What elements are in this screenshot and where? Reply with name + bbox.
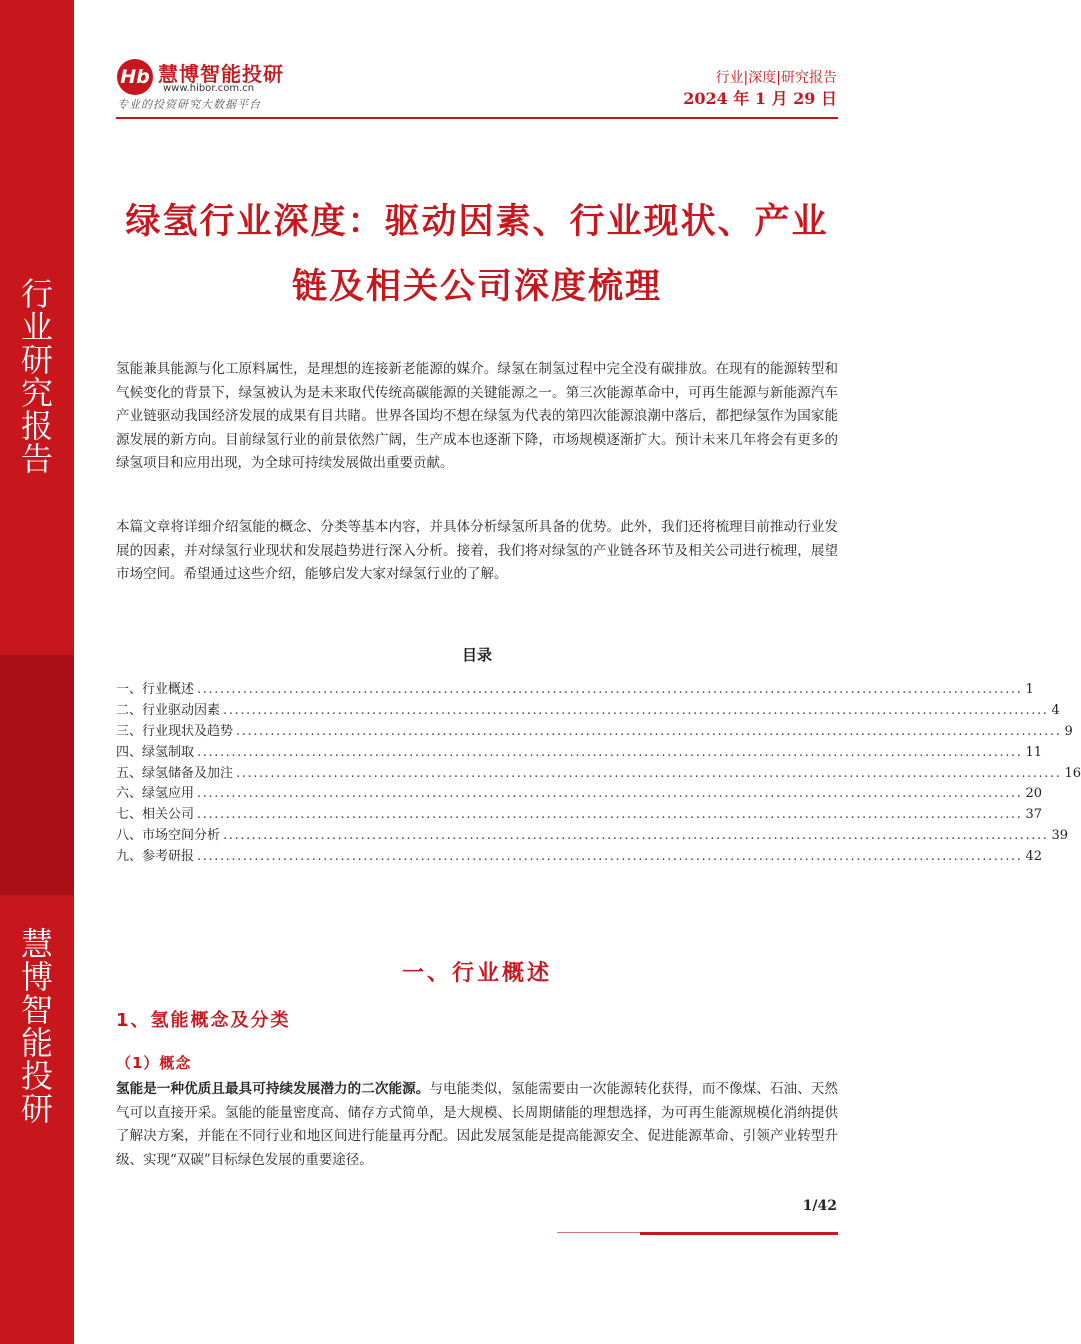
title-line-1: 绿氢行业深度：驱动因素、行业现状、产业 xyxy=(125,202,829,242)
toc-item-label: 八、市场空间分析 xyxy=(116,828,221,844)
toc-leader: ................................................................................................................................................ xyxy=(197,807,1023,823)
intro-paragraph-1: 氢能兼具能源与化工原料属性，是理想的连接新老能源的媒介。绿氢在制氢过程中完全没有碳排放。在现有的能源转型和气候变化的背景下，绿氢被认为是未来取代传统高碳能源的关键能源之一。第三次能源革命中，可再生能源与新能源汽车产业链驱动我国经济发展的成果有目共睹。世界各国均不想在绿氢为代表的第四次能源浪潮中落后，都把绿氢作为国家能源发展的新方向。目前绿氢行业的前景依然广阔，生产成本也逐渐下降，市场规模逐渐扩大。预计未来几年将会有更多的绿氢项目和应用出现，为全球可持续发展做出重要贡献。 xyxy=(116,361,838,471)
section-heading: 一、行业概述 xyxy=(401,961,552,986)
footer-rule-thick xyxy=(640,1232,838,1235)
toc-item-label: 六、绿氢应用 xyxy=(116,786,195,802)
sidebar-band xyxy=(0,655,74,895)
logo-url: www.hibor.com.cn xyxy=(163,83,255,94)
toc-leader: ................................................................................................................................................ xyxy=(223,828,1049,844)
sidebar-brand: 慧博智能投研 xyxy=(20,925,53,1128)
logo-badge-icon: Hb xyxy=(117,59,153,95)
sub-subsection-heading: （1）概念 xyxy=(116,1054,192,1072)
toc-item-label: 七、相关公司 xyxy=(116,807,195,823)
toc-item[interactable] xyxy=(116,824,1069,845)
sidebar-report-type: 行业研究报告 xyxy=(20,275,53,478)
title-line-2: 链及相关公司深度梳理 xyxy=(291,267,662,307)
logo xyxy=(117,57,317,111)
toc-item-label: 五、绿氢储备及加注 xyxy=(116,765,234,781)
toc-item[interactable] xyxy=(116,803,1043,824)
header-divider xyxy=(116,117,838,119)
toc-title: 目录 xyxy=(461,646,492,664)
report-date: 2024 年 1 月 29 日 xyxy=(683,89,837,108)
toc-item-label: 一、行业概述 xyxy=(116,682,195,697)
toc-item[interactable] xyxy=(116,741,1043,762)
report-category: 行业|深度|研究报告 xyxy=(715,70,837,86)
header-meta xyxy=(683,68,837,110)
toc-item[interactable] xyxy=(116,720,1073,741)
logo-tagline: 专业的投资研究大数据平台 xyxy=(117,98,261,111)
toc-leader: ................................................................................................................................................ xyxy=(197,744,1023,760)
toc-item-page: 11 xyxy=(1025,744,1043,760)
toc-leader: ................................................................................................................................................ xyxy=(197,682,1023,697)
toc-item[interactable] xyxy=(116,678,1034,699)
toc-leader: ................................................................................................................................................ xyxy=(236,765,1062,781)
report-title xyxy=(116,190,838,320)
toc-item-page: 1 xyxy=(1025,682,1034,697)
toc-item[interactable] xyxy=(116,699,1060,720)
toc-leader: ................................................................................................................................................ xyxy=(197,786,1023,802)
intro-paragraph-2: 本篇文章将详细介绍氢能的概念、分类等基本内容，并具体分析绿氢所具备的优势。此外，我们还将梳理目前推动行业发展的因素，并对绿氢行业现状和发展趋势进行深入分析。接着，我们将对绿氢的产业链各环节及相关公司进行梳理，展望市场空间。希望通过这些介绍，能够启发大家对绿氢行业的了解。 xyxy=(116,519,838,582)
toc-leader: ................................................................................................................................................ xyxy=(236,723,1062,739)
toc-item-page: 4 xyxy=(1051,702,1060,718)
toc-item-page: 16 xyxy=(1064,765,1081,781)
concept-lead-sentence: 氢能是一种优质且最具可持续发展潜力的二次能源。 xyxy=(116,1081,430,1097)
toc-item[interactable] xyxy=(116,762,1081,783)
toc-item-label: 九、参考研报 xyxy=(116,849,195,865)
sidebar xyxy=(0,0,74,1344)
page-number: 1/42 xyxy=(802,1198,837,1214)
toc-item-page: 42 xyxy=(1025,849,1043,865)
subsection-heading: 1、氢能概念及分类 xyxy=(116,1010,291,1031)
toc-leader: ................................................................................................................................................ xyxy=(197,849,1023,865)
toc-leader: ................................................................................................................................................ xyxy=(223,702,1049,718)
toc-item[interactable] xyxy=(116,782,1043,803)
concept-paragraph xyxy=(116,1078,838,1172)
table-of-contents xyxy=(116,678,1081,866)
toc-item-label: 四、绿氢制取 xyxy=(116,744,195,760)
toc-item-label: 二、行业驱动因素 xyxy=(116,702,221,718)
toc-item[interactable] xyxy=(116,845,1043,866)
concept-body: 与电能类似，氢能需要由一次能源转化获得，而不像煤、石油、天然气可以直接开采。氢能的能量密度高、储存方式简单，是大规模、长周期储能的理想选择，为可再生能源规模化消纳提供了解决方案，并能在不同行业和地区间进行能量再分配。因此发展氢能是提高能源安全、促进能源革命、引领产业转型升级、实现“双碳”目标绿色发展的重要途径。 xyxy=(116,1081,838,1168)
toc-item-page: 20 xyxy=(1025,786,1043,802)
toc-item-page: 39 xyxy=(1051,828,1069,844)
toc-item-page: 37 xyxy=(1025,807,1043,823)
logo-name: 慧博智能投研 xyxy=(158,62,284,86)
toc-item-page: 9 xyxy=(1064,723,1073,739)
toc-item-label: 三、行业现状及趋势 xyxy=(116,723,234,739)
